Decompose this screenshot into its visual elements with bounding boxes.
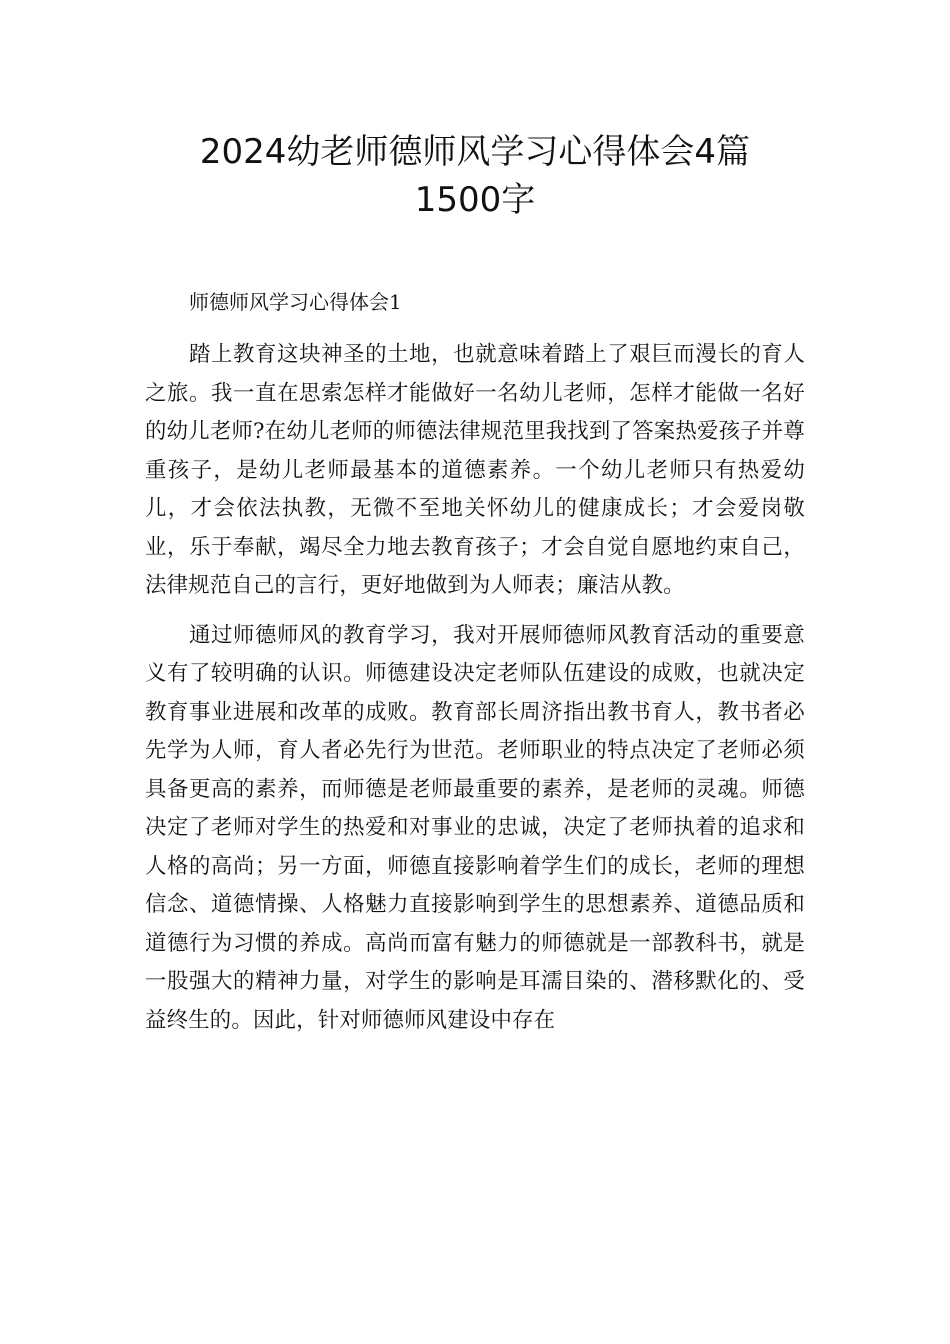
paragraph: 通过师德师风的教育学习，我对开展师德师风教育活动的重要意义有了较明确的认识。师德建设决定老师队伍建设的成败，也就决定教育事业进展和改革的成败。教育部长周济指出教书育人，教书者必先学为人师，育人者必先行为世范。老师职业的特点决定了老师必须具备更高的素养，而师德是老师最重要的素养，是老师的灵魂。师德决定了老师对学生的热爱和对事业的忠诚，决定了老师执着的追求和人格的高尚；另一方面，师德直接影响着学生们的成长，老师的理想信念、道德情操、人格魅力直接影响到学生的思想素养、道德品质和道德行为习惯的养成。高尚而富有魅力的师德就是一部教科书，就是一股强大的精神力量，对学生的影响是耳濡目染的、潜移默化的、受益终生的。因此，针对师德师风建设中存在 — [145, 622, 805, 1033]
document-title-line-2: 1500字 — [414, 180, 536, 220]
document-title-line-1: 2024幼老师德师风学习心得体会4篇 — [199, 132, 751, 172]
section-heading: 师德师风学习心得体会1 — [189, 290, 402, 314]
paragraph: 踏上教育这块神圣的土地，也就意味着踏上了艰巨而漫长的育人之旅。我一直在思索怎样才能做好一名幼儿老师，怎样才能做一名好的幼儿老师?在幼儿老师的师德法律规范里我找到了答案热爱孩子并尊重孩子，是幼儿老师最基本的道德素养。一个幼儿老师只有热爱幼儿，才会依法执教，无微不至地关怀幼儿的健康成长；才会爱岗敬业，乐于奉献，竭尽全力地去教育孩子；才会自觉自愿地约束自己，法律规范自己的言行，更好地做到为人师表；廉洁从教。 — [145, 342, 805, 598]
document-title — [145, 128, 805, 224]
document-body — [145, 285, 805, 1040]
